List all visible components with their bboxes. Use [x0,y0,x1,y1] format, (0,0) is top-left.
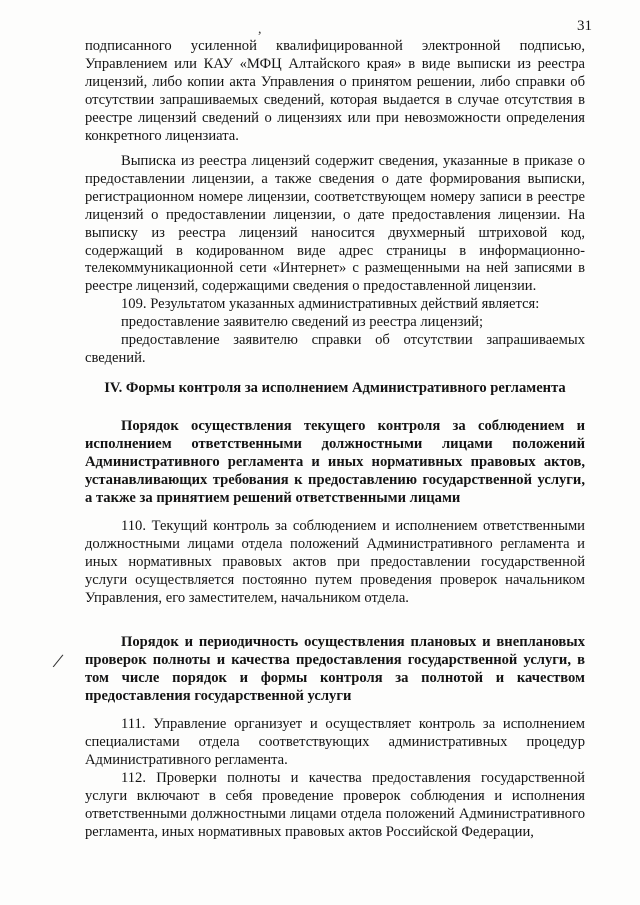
scan-speck: , [258,22,262,37]
section-title: IV. Формы контроля за исполнением Административного регламента [104,380,566,396]
pen-mark: / [51,647,66,674]
paragraph-109-item-a: предоставление заявителю сведений из реестра лицензий; [121,314,484,330]
subheading-current-control: Порядок осуществления текущего контроля за соблюдением и исполнением ответственными должностными лицами положений Административного регламента и иных нормативных правовых актов, устанавливающих требования к предоставлению государственной услуги, а также за принятием решений ответственными лицами [85,418,585,506]
paragraph-109-item-b: предоставление заявителю справки об отсутствии запрашиваемых сведений. [85,332,585,366]
paragraph-111: 111. Управление организует и осуществляет контроль за исполнением специалистами отдела соответствующих административных процедур Административного регламента. [85,716,585,768]
paragraph-109: 109. Результатом указанных административных действий является: [121,296,540,312]
paragraph-112: 112. Проверки полноты и качества предоставления государственной услуги включают в себя проведение проверок соблюдения и исполнения ответственными должностными лицами отдела положений Административного регламента, иных нормативных правовых актов Российской Федерации, [85,770,585,840]
paragraph-extract: Выписка из реестра лицензий содержит сведения, указанные в приказе о предоставлении лицензии, а также сведения о дате формирования выписки, регистрационном номере лицензии, соответствующем номеру записи в реестре лицензий о предоставлении лицензии, о дате предоставления лицензии. На выписку из реестра лицензий наносится двухмерный штриховой код, содержащий в кодированном виде адрес страницы в информационно-телекоммуникационной сети «Интернет» с размещенными на ней записями в реестре лицензий, содержащими сведения о предоставленной лицензии. [85,153,585,295]
paragraph-intro: подписанного усиленной квалифицированной электронной подписью, Управлением или КАУ «МФЦ Алтайского края» в виде выписки из реестра лицензий, либо копии акта Управления о принятом решении, либо справки об отсутствии запрашиваемых сведений, которая выдается в случае отсутствия в реестре лицензий сведений о лицензиях или при невозможности определения конкретного лицензиата. [85,38,585,144]
subheading-planned-checks: Порядок и периодичность осуществления плановых и внеплановых проверок полноты и качества предоставления государственной услуги, в том числе порядок и формы контроля за полнотой и качеством предоставления государственной услуги [85,634,585,704]
page-number: 31 [577,18,592,34]
paragraph-110: 110. Текущий контроль за соблюдением и исполнением ответственными должностными лицами отдела положений Административного регламента и иных нормативных правовых актов при предоставлении государственной услуги осуществляется постоянно путем проведения проверок начальником Управления, его заместителем, начальником отдела. [85,518,585,606]
